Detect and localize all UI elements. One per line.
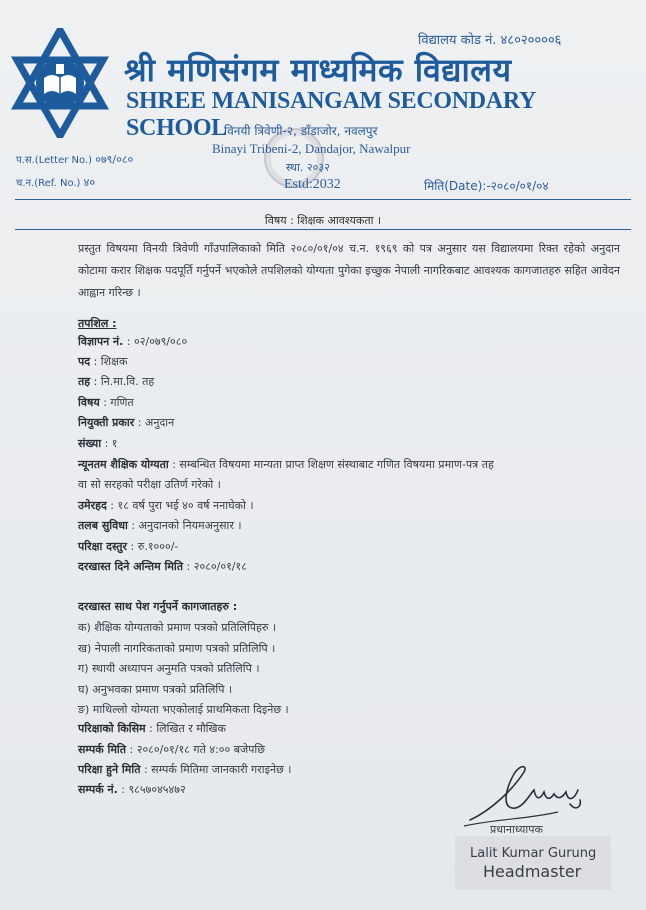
document-item: ग) स्थायी अध्यापन अनुमति पत्रको प्रतिलिपि । (78, 662, 260, 675)
subject-line: विषय : शिक्षक आवश्यकता । (264, 214, 382, 227)
detail-label: नियुक्ती प्रकार (78, 416, 135, 429)
detail-value: : १ (101, 437, 118, 450)
detail-value: : २०८०/०१/१८ (183, 560, 247, 573)
detail-label: विज्ञापन नं. (78, 335, 124, 348)
detail-row (78, 518, 242, 533)
headmaster-title: Headmaster (483, 862, 582, 881)
header-divider (15, 199, 631, 200)
exam-type (78, 721, 226, 736)
details-heading (78, 316, 117, 331)
detail-row (78, 559, 247, 574)
detail-label: न्यूनतम शैक्षिक योग्यता (78, 458, 169, 471)
details-heading-text: तपशिल : (78, 317, 117, 330)
contact-number (78, 782, 186, 797)
school-name-nepali: श्री मणिसंगम माध्यमिक विद्यालय (124, 51, 512, 89)
letter-number (16, 152, 133, 167)
detail-value: : सम्बन्धित विषयमा मान्यता प्राप्त शिक्षण संस्थाबाट गणित विषयमा प्रमाण-पत्र तह (168, 458, 494, 471)
contact-number-label: सम्पर्क नं. (78, 783, 118, 796)
ref-number-label: च.न.(Ref. No.) (16, 178, 81, 189)
detail-value: : शिक्षक (90, 355, 128, 368)
document-item: क) शैक्षिक योग्यताको प्रमाण पत्रको प्रतिलिपिहरु । (78, 621, 277, 634)
school-name-english: SHREE MANISANGAM SECONDARY SCHOOL (126, 88, 536, 141)
detail-row (78, 477, 221, 492)
exam-date-label: परिक्षा हुने मिति (78, 763, 141, 776)
detail-value: : रु.१०००/- (127, 540, 179, 553)
letter-date: मिति(Date):-२०८०/०१/०४ (424, 179, 549, 193)
detail-label: दरखास्त दिने अन्तिम मिति (78, 560, 184, 573)
document-item: ङ) माथिल्लो योग्यता भएकोलाई प्राथमिकता दिइनेछ । (78, 703, 289, 716)
detail-value: : ०२/०७९/०८० (123, 335, 188, 348)
school-logo-icon (10, 28, 110, 138)
letter-number-label: प.स.(Letter No.) (16, 155, 93, 166)
document-item: घ) अनुभवका प्रमाण पत्रको प्रतिलिपि । (78, 683, 233, 696)
detail-value: : गणित (99, 396, 134, 409)
exam-type-label: परिक्षाको किसिम (78, 722, 146, 735)
document-item: ख) नेपाली नागरिकताको प्रमाण पत्रको प्रतिलिपि । (78, 642, 276, 655)
exam-type-value: : लिखित र मौखिक (145, 722, 226, 735)
detail-value: : १८ वर्ष पुरा भई ४० वर्ष ननाघेको । (106, 499, 254, 512)
detail-label: उमेरहद (78, 499, 107, 512)
detail-value: : नि.मा.वि. तह (90, 375, 155, 388)
detail-row (78, 498, 254, 513)
contact-date-label: सम्पर्क मिति (78, 743, 127, 756)
ref-number-value: ४० (83, 176, 96, 189)
detail-label: विषय (78, 396, 100, 409)
detail-row (78, 354, 127, 369)
headmaster-name: Lalit Kumar Gurung (470, 846, 597, 861)
detail-label: संख्या (78, 437, 102, 450)
detail-value: वा सो सरहको परीक्षा उतिर्ण गरेको । (78, 478, 221, 491)
documents-heading-text: दरखास्त साथ पेश गर्नुपर्ने कागजातहरु : (78, 600, 238, 613)
detail-value: : अनुदानको नियमअनुसार । (127, 519, 242, 532)
detail-row (78, 334, 187, 349)
detail-label: तलब सुविधा (78, 519, 128, 532)
detail-row (78, 415, 174, 430)
detail-label: तह (78, 375, 91, 388)
established-nepali: स्था. २०३२ (286, 161, 330, 174)
ref-number (16, 175, 95, 190)
documents-heading (78, 599, 237, 614)
address-nepali: विनयी त्रिवेणी-२, डाँडाजोर, नवलपुर (224, 124, 378, 138)
handwritten-signature-icon (462, 760, 592, 830)
detail-label: परिक्षा दस्तुर (78, 540, 128, 553)
detail-row (78, 457, 494, 472)
body-paragraph: प्रस्तुत विषयमा विनयी त्रिवेणी गाँउपालिकाको मिति २०८०/०१/०४ च.न. १९६९ को पत्र अनुसार यस विद्यालयमा रिक्त रहेको अनुदान कोटामा करार शिक्षक पदपूर्ति गर्नुपर्ने भएकोले तपशिलको योग्यता पुगेका इच्छुक नेपाली नागरिकबाट आवश्यक कागजातहरु सहित आवेदन आह्वान गरिन्छ । (78, 242, 620, 299)
contact-number-value: : ९८५७०४५४७२ (117, 783, 186, 796)
detail-label: पद (78, 355, 91, 368)
contact-date-value: : २०८०/०१/१८ गते ४:०० बजेपछि (126, 743, 265, 756)
headmaster-role-nepali: प्रधानाध्यापक (490, 823, 543, 836)
address-english: Binayi Tribeni-2, Dandajor, Nawalpur (212, 141, 411, 156)
established-english: Estd:2032 (284, 177, 341, 192)
detail-row (78, 539, 178, 554)
letter-number-value: ०७९/०८० (95, 153, 134, 166)
detail-value: : अनुदान (134, 416, 175, 429)
detail-row (78, 395, 134, 410)
contact-date (78, 742, 265, 757)
subject-divider (15, 229, 631, 230)
exam-date (78, 762, 291, 777)
exam-date-value: : सम्पर्क मितिमा जानकारी गराइनेछ । (140, 763, 292, 776)
detail-row (78, 436, 118, 451)
detail-row (78, 374, 154, 389)
school-code: विद्यालय कोड नं. ४८०२००००६ (418, 33, 562, 48)
